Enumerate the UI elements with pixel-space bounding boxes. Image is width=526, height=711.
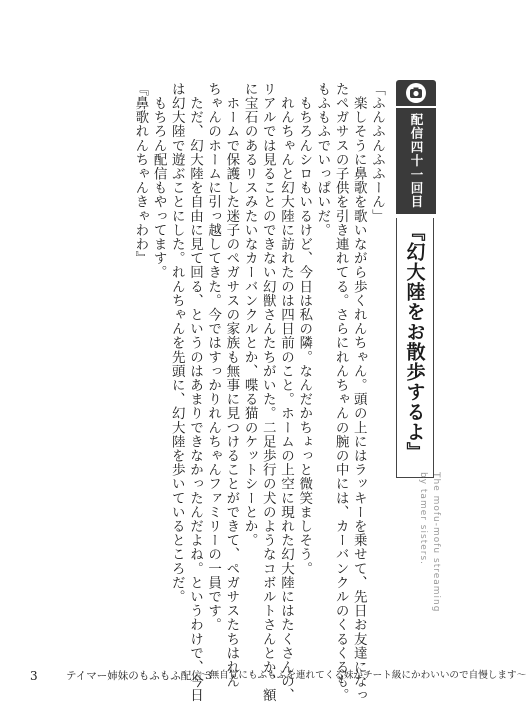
tagline-line-1: The mofu-mofu streaming: [431, 472, 441, 613]
page-footer: [30, 668, 526, 684]
tagline-line-2: by tamer sisters.: [418, 472, 428, 566]
paragraph: れんちゃんと幻大陸に訪れたのは四日前のこと。ホームの上空に現れた幻大陸にはたくさんの、: [277, 82, 294, 703]
paragraph: リアルでは見ることのできない幻獣さんたちがいた。二足歩行の犬のようなコボルトさんとか、額: [259, 82, 276, 703]
page-number: 3: [30, 669, 38, 683]
chapter-title: 『幻大陸をお散歩するよ』: [396, 218, 434, 478]
paragraph: もちろんシロもいるけど、今日は私の隣。なんだかちょっと微笑ましそう。: [296, 82, 313, 576]
paragraph: ちゃんのホームに引っ越してきた。今ではすっかりれんちゃんファミリーの一員です。: [205, 82, 222, 632]
paragraph: に宝石のあるリスみたいなカーバンクルとか、喋る猫のケットシーとか。: [241, 82, 258, 548]
header-icon-bar: [396, 80, 436, 106]
book-title: テイマー姉妹のもふもふ配信 3: [66, 670, 212, 682]
paragraph: もちろん配信もやってます。: [150, 82, 167, 280]
paragraph: 楽しそうに鼻歌を歌いながら歩くれんちゃん。頭の上にはラッキーを乗せて、先日お友達になっ: [350, 82, 367, 703]
episode-label: 配信四十一回目: [396, 108, 436, 214]
paragraph: 「ふんふんふふーん」: [369, 82, 385, 223]
paragraph: たペガサスの子供を引き連れてる。さらにれんちゃんの腕の中には、カーバンクルのくるくるも。: [332, 82, 349, 703]
series-tagline: [402, 472, 442, 622]
paragraph: は幻大陸で遊ぶことにした。れんちゃんを先頭に、幻大陸を歩いているところだ。: [168, 82, 185, 604]
paragraph: ただ、幻大陸を自由に見て回る、というのはあまりできなかったんだよね。というわけで、今日: [186, 82, 203, 703]
book-subtitle: ～無自覚にもふもふを連れてくる妹がチート級にかわいいので自慢します～: [200, 670, 526, 681]
paragraph: ホームで保護した迷子のペガサスの家族も無事に見つけることができて、ペガサスたちはれん: [223, 82, 240, 689]
paragraph: 『鼻歌れんちゃんきゃわわ』: [132, 82, 149, 266]
paragraph: もふもふでいっぱいだ。: [314, 82, 331, 238]
camera-icon: [405, 82, 427, 104]
